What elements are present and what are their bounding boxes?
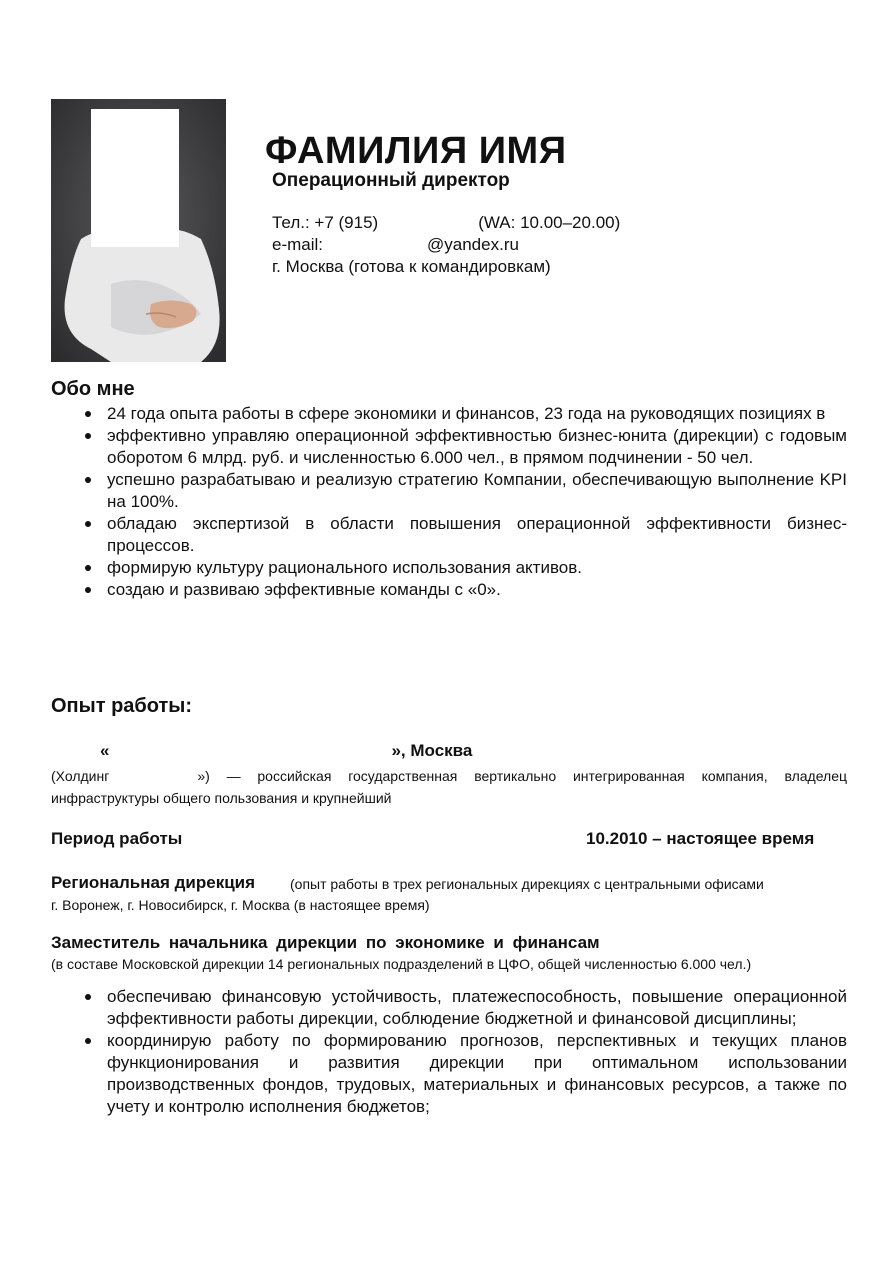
job-note: (в составе Московской дирекции 14 региональных подразделений в ЦФО, общей численностью 6.000 чел.) — [51, 956, 752, 972]
list-item: создаю и развиваю эффективные команды с «0». — [107, 579, 847, 601]
list-item: формирую культуру рационального использования активов. — [107, 557, 847, 579]
company-name — [100, 741, 472, 761]
about-list — [107, 403, 847, 601]
city-line: г. Москва (готова к командировкам) — [272, 257, 551, 276]
email-line — [272, 234, 620, 256]
experience-title: Опыт работы: — [51, 695, 193, 717]
region-note: (опыт работы в трех региональных дирекциях с центральными офисами — [290, 876, 764, 892]
company-desc-rest: ») — российская государственная вертикально интегрированная компания, владелец инфраструктуры общего пользования и крупнейший — [51, 768, 847, 806]
about-title: Обо мне — [51, 378, 135, 400]
candidate-name: ФАМИЛИЯ ИМЯ — [265, 130, 567, 172]
region-title: Региональная дирекция — [51, 873, 256, 892]
list-item: обеспечиваю финансовую устойчивость, платежеспособность, повышение операционной эффективности работы дирекции, соблюдение бюджетной и финансовой дисциплины; — [107, 987, 847, 1028]
contact-block — [272, 212, 620, 278]
duties-list — [107, 986, 847, 1118]
region-note-cities: г. Воронеж, г. Новосибирск, г. Москва (в настоящее время) — [51, 897, 430, 913]
list-item: 24 года опыта работы в сфере экономики и финансов, 23 года на руководящих позициях в — [107, 403, 847, 425]
period-value: 10.2010 – настоящее время — [586, 829, 815, 848]
phone-line — [272, 212, 620, 234]
email-label: e-mail: — [272, 235, 324, 254]
candidate-position: Операционный директор — [272, 170, 510, 191]
company-city: », Москва — [391, 741, 473, 760]
phone-label: Тел.: +7 (915) — [272, 213, 379, 232]
phone-hours: (WA: 10.00–20.00) — [478, 213, 621, 232]
list-item: обладаю экспертизой в области повышения операционной эффективности бизнес-процессов. — [107, 514, 847, 555]
company-description — [51, 765, 847, 809]
list-item: успешно разрабатываю и реализую стратегию Компании, обеспечивающую выполнение KPI на 100%. — [107, 470, 847, 511]
job-title: Заместитель начальника дирекции по экономике и финансам — [51, 933, 600, 952]
list-item: эффективно управляю операционной эффективностью бизнес-юнита (дирекции) с годовым оборотом 6 млрд. руб. и численностью 6.000 чел., в прямом подчинении - 50 чел. — [107, 426, 847, 467]
company-desc-start: (Холдинг — [51, 768, 110, 784]
profile-photo — [51, 99, 226, 362]
email-domain: @yandex.ru — [427, 235, 519, 254]
period-label: Период работы — [51, 829, 183, 848]
list-item: координирую работу по формированию прогнозов, перспективных и текущих планов функционирования и развития дирекции при оптимальном использовании производственных фондов, трудовых, материальных и финансовых ресурсов, а также по учету и контролю исполнения бюджетов; — [107, 1031, 847, 1116]
company-quote-open: « — [100, 741, 110, 760]
